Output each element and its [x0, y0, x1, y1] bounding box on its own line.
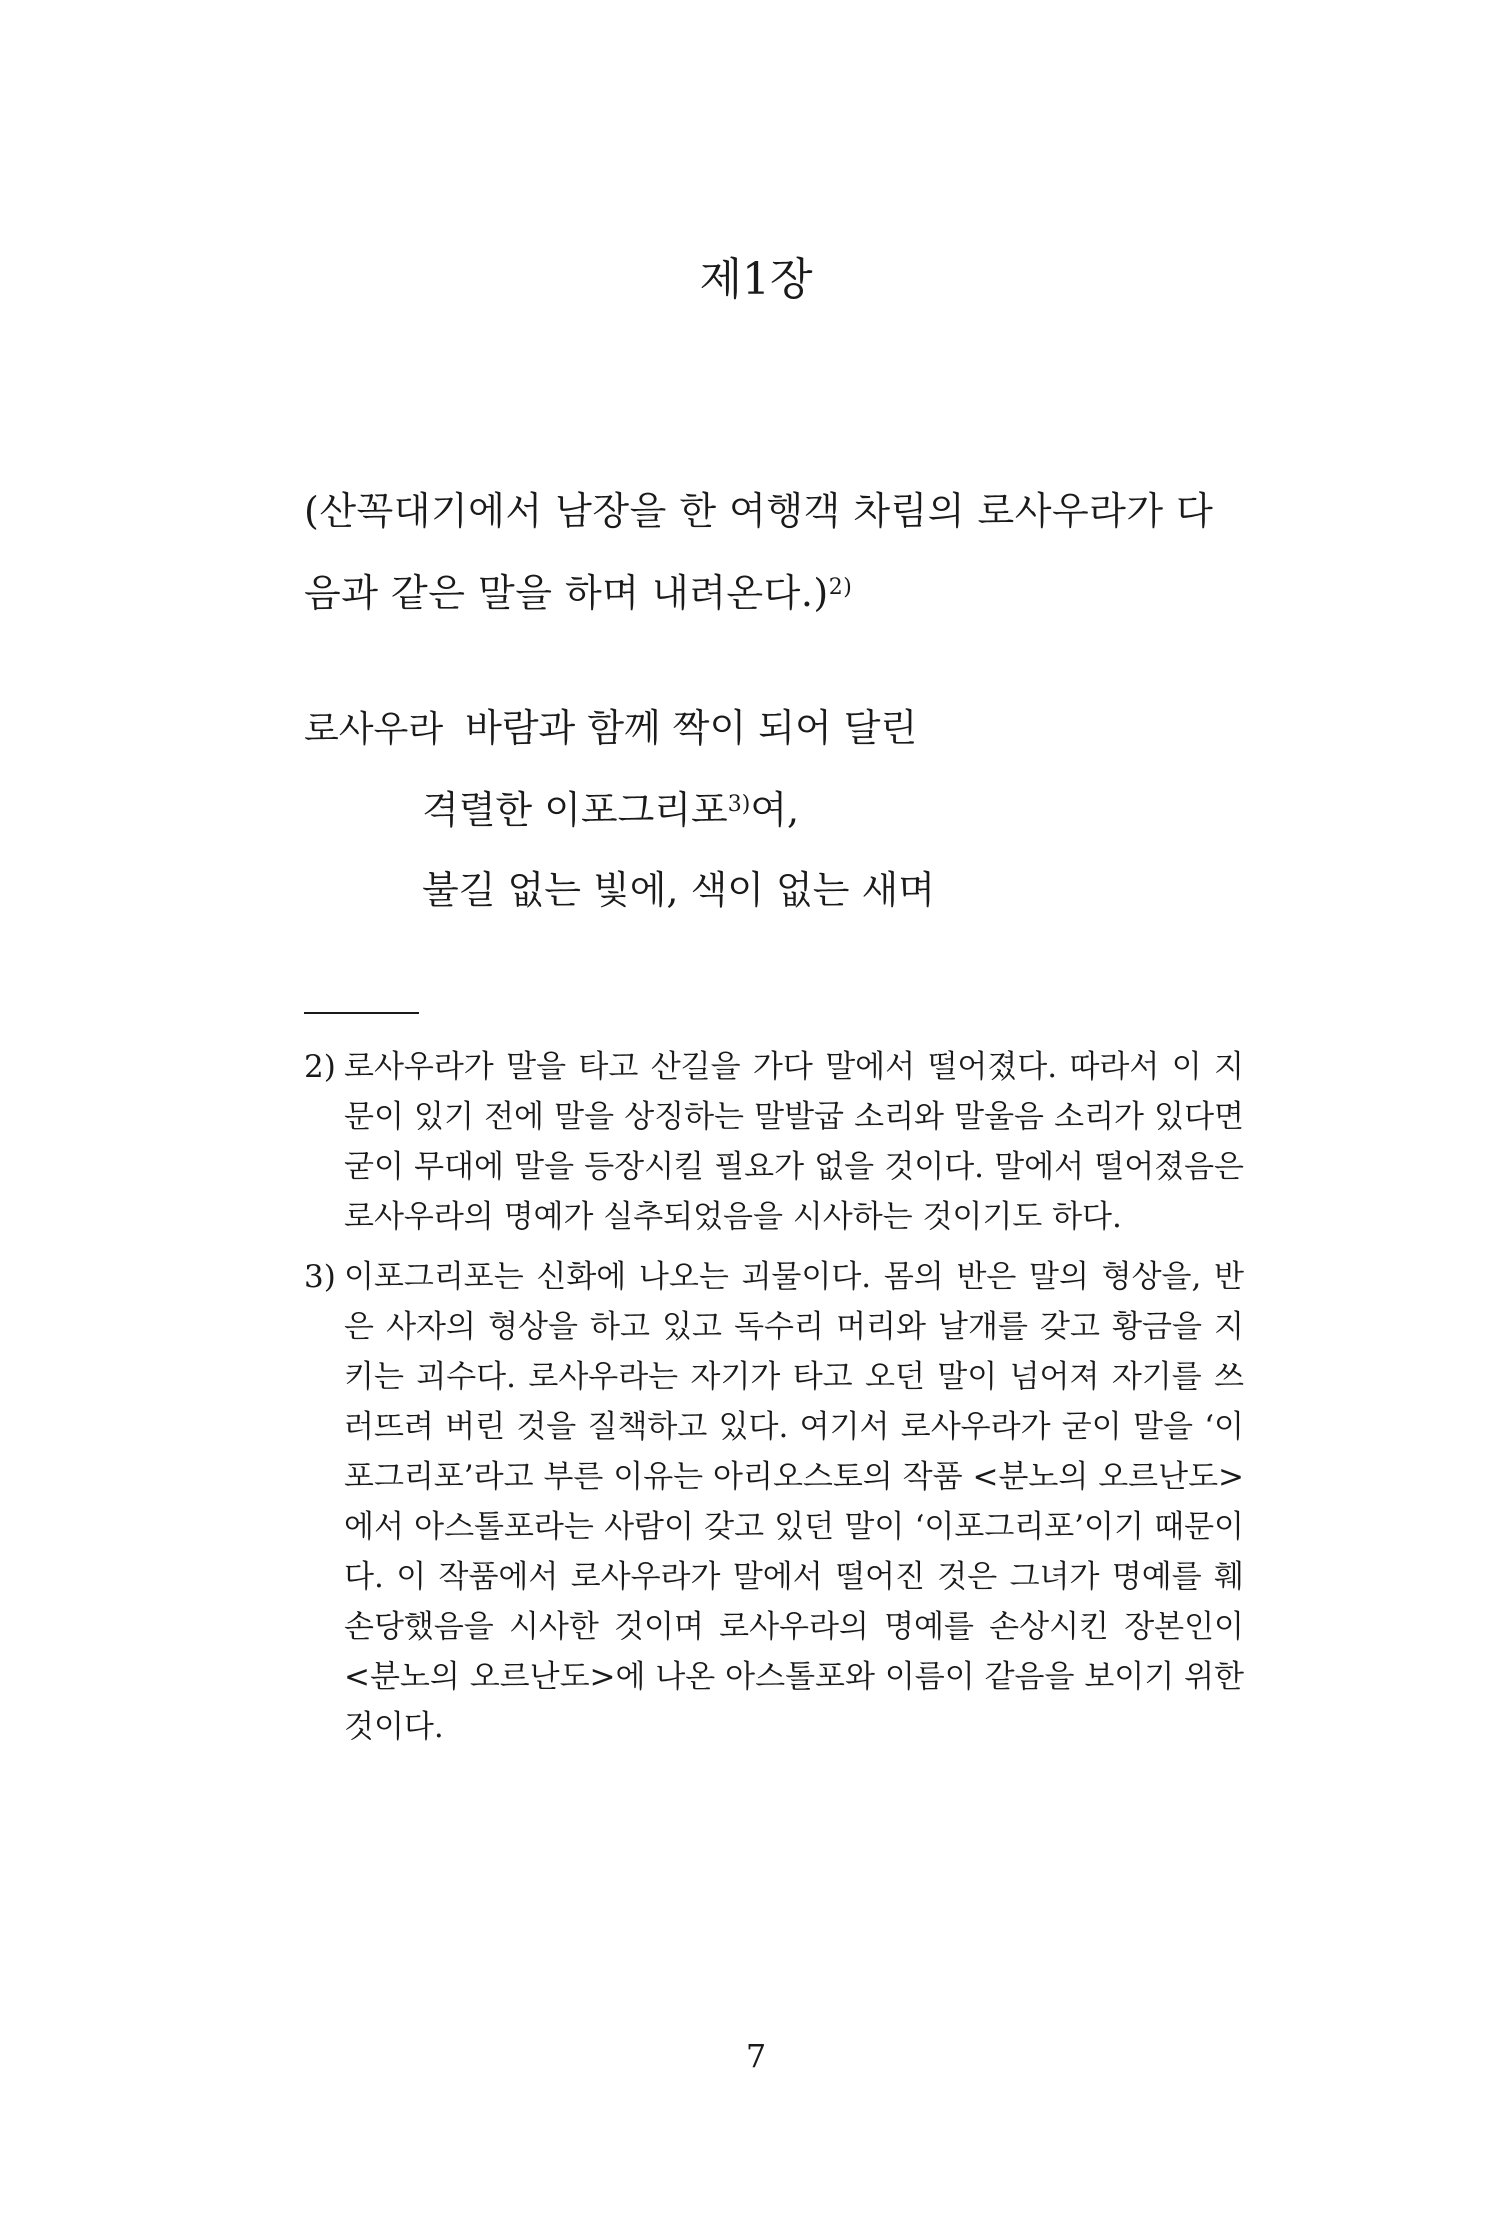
footnotes [304, 1042, 1244, 1762]
speaker-name: 로사우라 [304, 709, 444, 750]
footnote-number: 3) [304, 1259, 336, 1295]
verse-line-2-end: 여, [750, 788, 800, 832]
verse-line-1: 바람과 함께 짝이 되어 달린 [465, 706, 918, 750]
chapter-title: 제1장 [699, 254, 813, 305]
footnote-separator [304, 1012, 419, 1014]
dialogue-line-2 [304, 770, 1244, 850]
dialogue-block [304, 688, 1244, 930]
footnote-ref-2[interactable]: 2) [828, 575, 853, 600]
page-number: 7 [745, 2037, 767, 2075]
footnote-2 [304, 1042, 1244, 1242]
stage-direction [304, 470, 1244, 634]
footnote-ref-3[interactable]: 3) [727, 792, 751, 817]
dialogue-line-3 [304, 850, 1244, 930]
footnote-number: 2) [304, 1049, 336, 1085]
footnote-text: 이포그리포는 신화에 나오는 괴물이다. 몸의 반은 말의 형상을, 반은 사자의 형상을 하고 있고 독수리 머리와 날개를 갖고 황금을 지키는 괴수다. 로사우라는 자기가 타고 오던 말이 넘어져 자기를 쓰러뜨려 버린 것을 질책하고 있다. 여기서 로사우라가 굳이 말을 ‘이포그리포’라고 부른 이유는 아리오스토의 작품 <분노의 오르난도>에서 아스톨포라는 사람이 갖고 있던 말이 ‘이포그리포’이기 때문이다. 이 작품에서 로사우라가 말에서 떨어진 것은 그녀가 명예를 훼손당했음을 시사한 것이며 로사우라의 명예를 손상시킨 장본인이 <분노의 오르난도>에 나온 아스톨포와 이름이 같음을 보이기 위한 것이다. [344, 1259, 1244, 1745]
footnote-3 [304, 1252, 1244, 1752]
verse-line-3: 불길 없는 빛에, 색이 없는 새며 [422, 868, 935, 912]
footnote-text: 로사우라가 말을 타고 산길을 가다 말에서 떨어졌다. 따라서 이 지문이 있기 전에 말을 상징하는 말발굽 소리와 말울음 소리가 있다면 굳이 무대에 말을 등장시킬 필요가 없을 것이다. 말에서 떨어졌음은 로사우라의 명예가 실추되었음을 시사하는 것이기도 하다. [344, 1049, 1244, 1235]
dialogue-line-1 [304, 688, 1244, 770]
stage-direction-text: (산꼭대기에서 남장을 한 여행객 차림의 로사우라가 다음과 같은 말을 하며 내려온다.) [304, 489, 1214, 615]
verse-line-2-start: 격렬한 이포그리포 [422, 788, 728, 832]
